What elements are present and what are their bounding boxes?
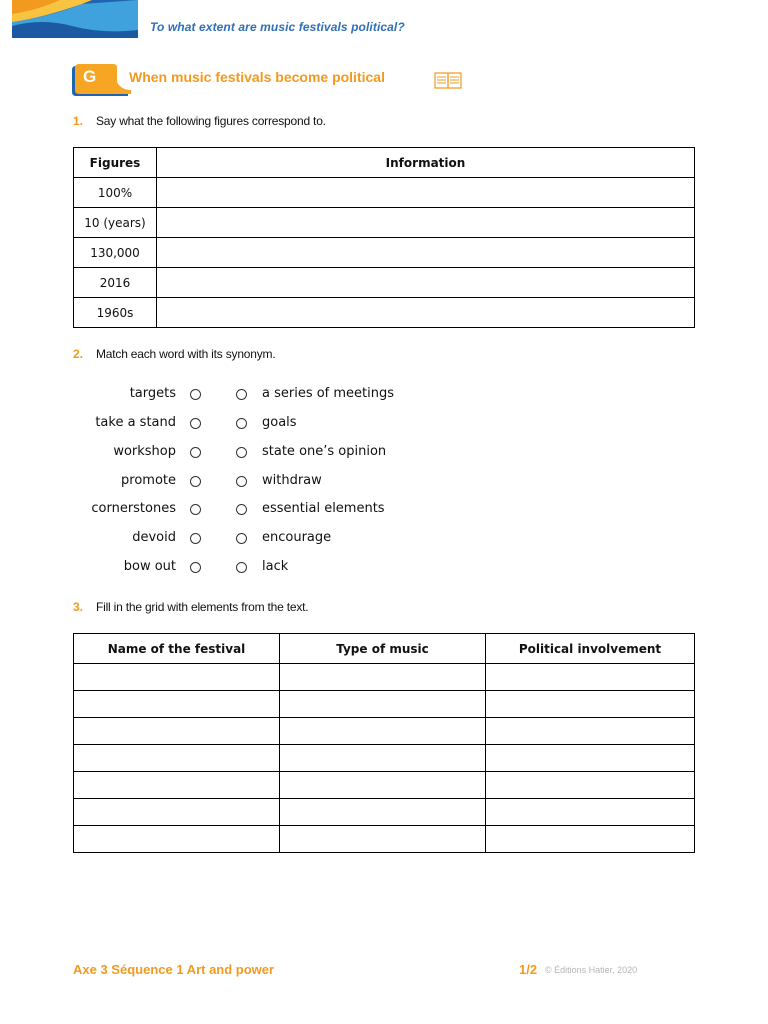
information-answer-cell[interactable]	[157, 268, 695, 298]
answer-cell[interactable]	[280, 718, 486, 745]
header-logo-band	[12, 0, 138, 38]
match-left-radio[interactable]	[190, 562, 201, 573]
q3-number: 3.	[73, 600, 84, 614]
answer-cell[interactable]	[280, 691, 486, 718]
match-left-radio[interactable]	[190, 389, 201, 400]
match-left-radio[interactable]	[190, 533, 201, 544]
section-badge-letter: G	[83, 67, 97, 86]
section-title: When music festivals become political	[129, 69, 385, 85]
figure-cell: 10 (years)	[74, 208, 157, 238]
information-answer-cell[interactable]	[157, 238, 695, 268]
table-row	[74, 178, 695, 208]
answer-cell[interactable]	[74, 799, 280, 826]
table-row	[74, 238, 695, 268]
match-right-radio[interactable]	[236, 504, 247, 515]
table-row	[74, 268, 695, 298]
q2-instruction: Match each word with its synonym.	[96, 347, 276, 361]
answer-cell[interactable]	[74, 718, 280, 745]
match-word: promote	[121, 473, 176, 488]
match-left-radio[interactable]	[190, 418, 201, 429]
answer-cell[interactable]	[280, 664, 486, 691]
table-row	[74, 799, 695, 826]
answer-cell[interactable]	[74, 826, 280, 853]
col-header-festival-name: Name of the festival	[74, 634, 280, 664]
table-row	[74, 208, 695, 238]
information-answer-cell[interactable]	[157, 178, 695, 208]
answer-cell[interactable]	[74, 664, 280, 691]
answer-cell[interactable]	[486, 745, 695, 772]
match-right-radio[interactable]	[236, 418, 247, 429]
col-header-music-type: Type of music	[280, 634, 486, 664]
col-header-figures: Figures	[74, 148, 157, 178]
match-synonym: lack	[262, 559, 289, 574]
answer-cell[interactable]	[486, 772, 695, 799]
table-row	[74, 298, 695, 328]
answer-cell[interactable]	[74, 745, 280, 772]
table-row	[74, 718, 695, 745]
match-word: take a stand	[95, 415, 176, 430]
q1-number: 1.	[73, 114, 84, 128]
match-word: targets	[129, 386, 176, 401]
table-row	[74, 772, 695, 799]
match-word: devoid	[132, 530, 176, 545]
figure-cell: 130,000	[74, 238, 157, 268]
footer-page-number: 1/2	[519, 962, 538, 977]
answer-cell[interactable]	[486, 826, 695, 853]
match-word: workshop	[113, 444, 176, 459]
answer-cell[interactable]	[486, 691, 695, 718]
answer-cell[interactable]	[74, 691, 280, 718]
q2-number: 2.	[73, 347, 84, 361]
match-synonym: goals	[262, 415, 297, 430]
match-left-radio[interactable]	[190, 476, 201, 487]
figures-table	[73, 147, 695, 328]
match-right-radio[interactable]	[236, 562, 247, 573]
match-word: bow out	[123, 559, 176, 574]
answer-cell[interactable]	[280, 772, 486, 799]
footer-copyright: © Éditions Hatier, 2020	[545, 965, 638, 975]
match-synonym: encourage	[262, 530, 332, 545]
match-synonym: state one’s opinion	[262, 444, 387, 459]
match-right-radio[interactable]	[236, 533, 247, 544]
table-header-row	[74, 148, 695, 178]
festival-grid-table	[73, 633, 695, 853]
q3-instruction: Fill in the grid with elements from the text.	[96, 600, 309, 614]
table-row	[74, 691, 695, 718]
information-answer-cell[interactable]	[157, 298, 695, 328]
figure-cell: 2016	[74, 268, 157, 298]
match-right-radio[interactable]	[236, 389, 247, 400]
col-header-information: Information	[157, 148, 695, 178]
book-icon	[433, 70, 463, 90]
table-row	[74, 826, 695, 853]
match-synonym: essential elements	[262, 501, 385, 516]
figure-cell: 1960s	[74, 298, 157, 328]
footer-sequence-label: Axe 3 Séquence 1 Art and power	[73, 962, 275, 977]
match-right-radio[interactable]	[236, 476, 247, 487]
match-left-radio[interactable]	[190, 504, 201, 515]
table-row	[74, 664, 695, 691]
match-left-radio[interactable]	[190, 447, 201, 458]
answer-cell[interactable]	[486, 718, 695, 745]
answer-cell[interactable]	[74, 772, 280, 799]
table-header-row	[74, 634, 695, 664]
answer-cell[interactable]	[486, 664, 695, 691]
match-synonym: a series of meetings	[262, 386, 395, 401]
match-word: cornerstones	[91, 501, 176, 516]
figure-cell: 100%	[74, 178, 157, 208]
match-synonym: withdraw	[262, 473, 322, 488]
answer-cell[interactable]	[280, 745, 486, 772]
worksheet-title: To what extent are music festivals political?	[150, 20, 405, 34]
section-badge	[70, 64, 132, 100]
col-header-political-involvement: Political involvement	[486, 634, 695, 664]
q1-instruction: Say what the following figures correspond to.	[96, 114, 326, 128]
answer-cell[interactable]	[280, 799, 486, 826]
information-answer-cell[interactable]	[157, 208, 695, 238]
answer-cell[interactable]	[486, 799, 695, 826]
table-row	[74, 745, 695, 772]
answer-cell[interactable]	[280, 826, 486, 853]
match-right-radio[interactable]	[236, 447, 247, 458]
